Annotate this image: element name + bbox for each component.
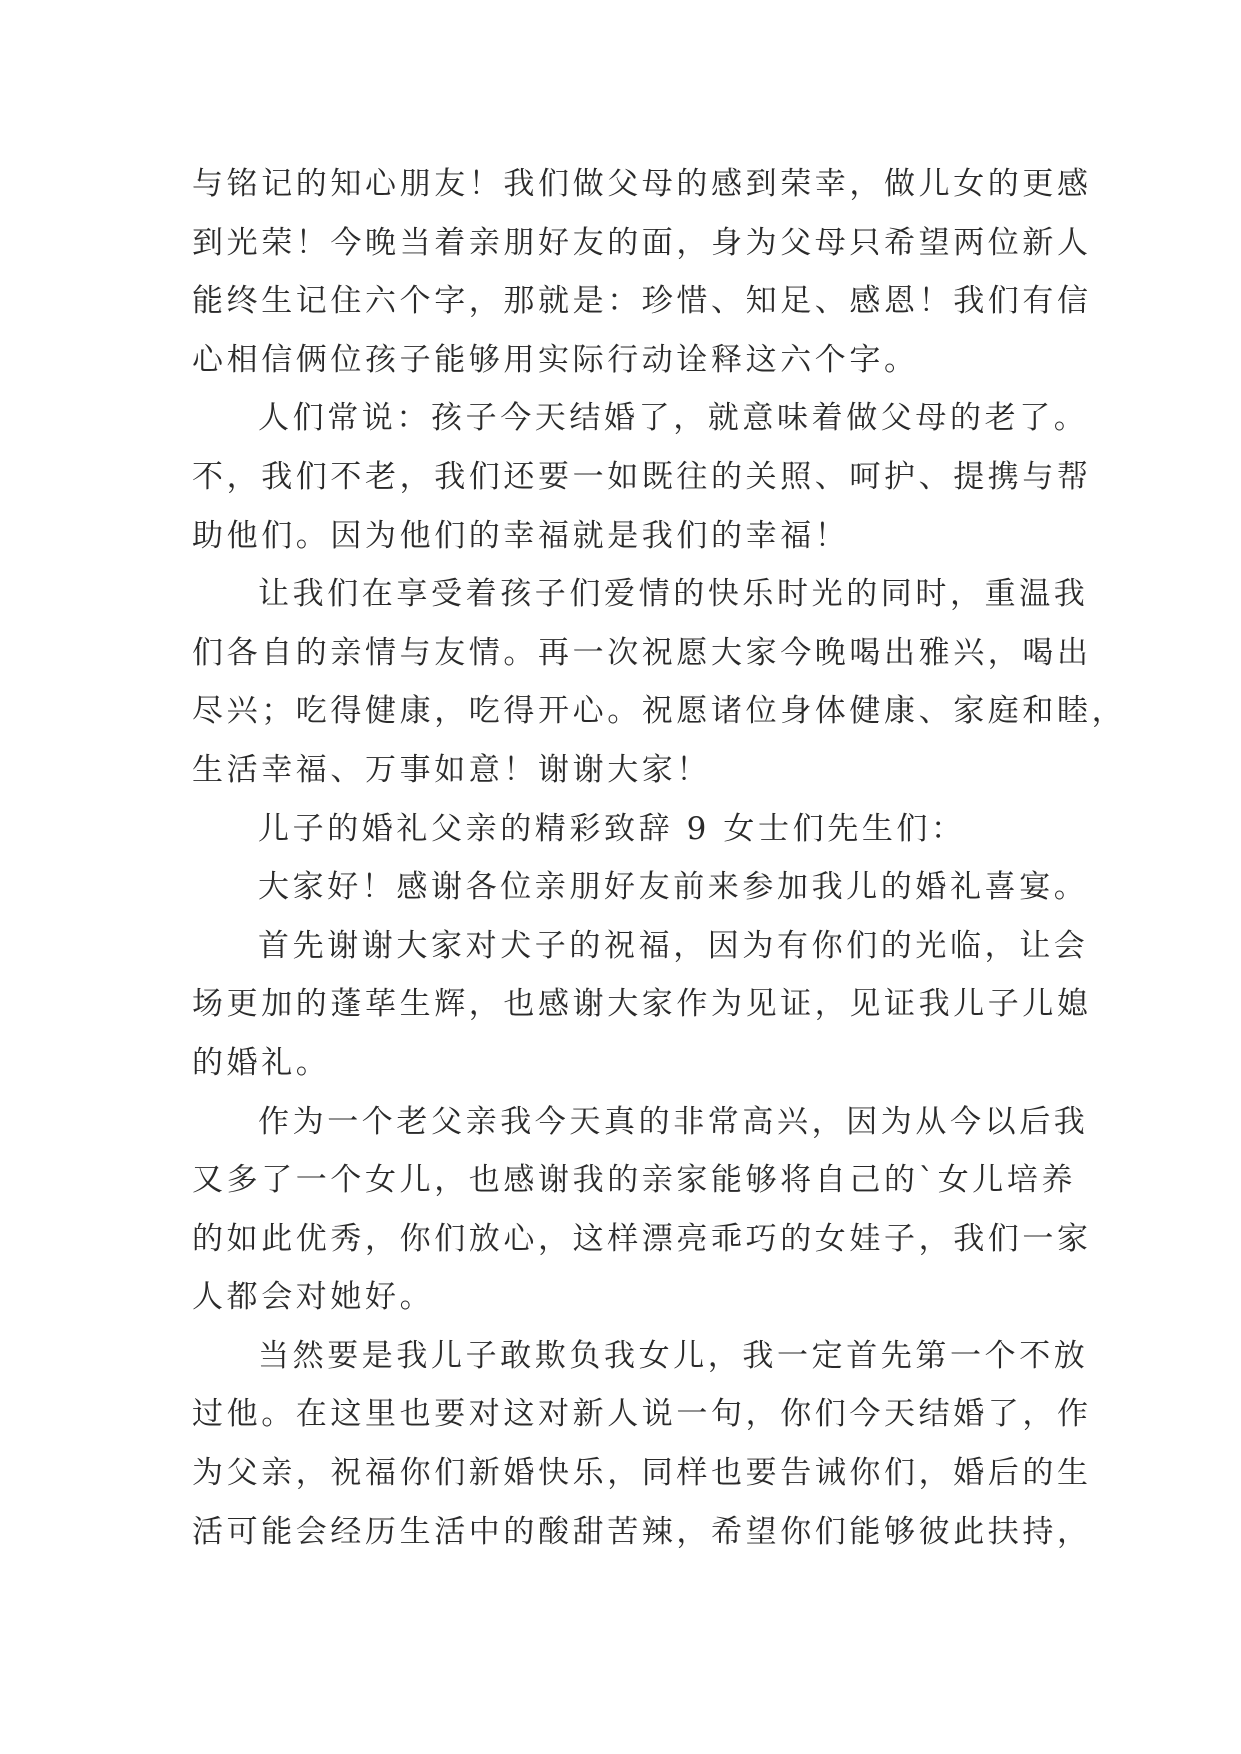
- text-line: 过他。在这里也要对这对新人说一句，你们今天结婚了，作: [192, 1396, 1092, 1433]
- text-line: 首先谢谢大家对犬子的祝福，因为有你们的光临，让会: [258, 927, 1089, 964]
- text-line: 当然要是我儿子敢欺负我女儿，我一定首先第一个不放: [258, 1337, 1089, 1374]
- text-line: 让我们在享受着孩子们爱情的快乐时光的同时，重温我: [258, 576, 1089, 613]
- text-line: 大家好！感谢各位亲朋好友前来参加我儿的婚礼喜宴。: [258, 869, 1089, 906]
- text-line: 的如此优秀，你们放心，这样漂亮乖巧的女娃子，我们一家: [192, 1220, 1092, 1257]
- text-line: 不，我们不老，我们还要一如既往的关照、呵护、提携与帮: [192, 458, 1092, 495]
- text-line: 人们常说：孩子今天结婚了，就意味着做父母的老了。: [258, 400, 1089, 437]
- text-line: 心相信俩位孩子能够用实际行动诠释这六个字。: [192, 341, 919, 378]
- text-line: 人都会对她好。: [192, 1279, 435, 1316]
- text-line: 为父亲，祝福你们新婚快乐，同样也要告诫你们，婚后的生: [192, 1455, 1092, 1492]
- text-line: 到光荣！今晚当着亲朋好友的面，身为父母只希望两位新人: [192, 224, 1092, 261]
- text-line: 助他们。因为他们的幸福就是我们的幸福！: [192, 517, 850, 554]
- text-line: 又多了一个女儿，也感谢我的亲家能够将自己的`女儿培养: [192, 1162, 1077, 1199]
- body-text: [192, 155, 1127, 1561]
- text-line: 作为一个老父亲我今天真的非常高兴，因为从今以后我: [258, 1103, 1089, 1140]
- text-line: 儿子的婚礼父亲的精彩致辞 9 女士们先生们：: [258, 810, 966, 847]
- text-line: 与铭记的知心朋友！我们做父母的感到荣幸，做儿女的更感: [192, 166, 1092, 202]
- text-line: 场更加的蓬荜生辉，也感谢大家作为见证，见证我儿子儿媳: [192, 986, 1092, 1023]
- text-line: 活可能会经历生活中的酸甜苦辣，希望你们能够彼此扶持，: [192, 1513, 1092, 1550]
- text-line: 尽兴；吃得健康，吃得开心。祝愿诸位身体健康、家庭和睦，: [192, 693, 1127, 730]
- text-line: 们各自的亲情与友情。再一次祝愿大家今晚喝出雅兴，喝出: [192, 634, 1092, 671]
- text-line: 的婚礼。: [192, 1044, 331, 1081]
- text-line: 能终生记住六个字，那就是：珍惜、知足、感恩！我们有信: [192, 283, 1092, 320]
- text-line: 生活幸福、万事如意！谢谢大家！: [192, 751, 711, 788]
